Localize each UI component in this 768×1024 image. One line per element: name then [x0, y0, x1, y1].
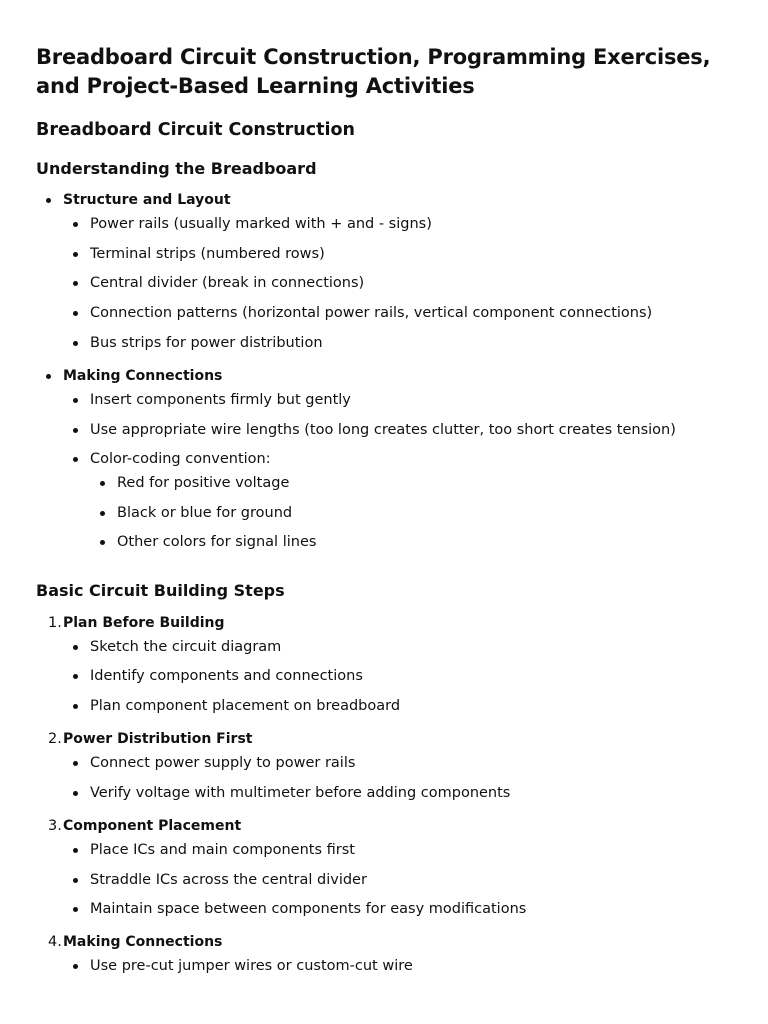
- list-bullet: [73, 222, 78, 227]
- list-bullet: [73, 907, 78, 912]
- list-bullet: [73, 878, 78, 883]
- list-item: Connection patterns (horizontal power rails, vertical component connections): [90, 305, 653, 321]
- subheading-understanding-breadboard: Understanding the Breadboard: [36, 159, 317, 178]
- step-label-connections: Making Connections: [63, 934, 223, 950]
- step-number: 3.: [48, 818, 62, 834]
- list-item-making-connections: Making Connections: [63, 368, 223, 384]
- list-bullet: [73, 428, 78, 433]
- list-bullet: [100, 481, 105, 486]
- list-bullet: [73, 281, 78, 286]
- list-item: Use appropriate wire lengths (too long creates clutter, too short creates tension): [90, 422, 676, 438]
- list-item-structure-layout: Structure and Layout: [63, 192, 231, 208]
- page-title: Breadboard Circuit Construction, Programming Exercises, and Project-Based Learning Activities: [36, 45, 711, 98]
- list-bullet: [73, 252, 78, 257]
- list-item: Plan component placement on breadboard: [90, 698, 401, 714]
- list-item: Sketch the circuit diagram: [90, 639, 282, 655]
- step-number: 2.: [48, 731, 62, 747]
- list-bullet: [73, 791, 78, 796]
- list-item: Identify components and connections: [90, 668, 363, 684]
- list-bullet: [46, 198, 51, 203]
- list-bullet: [73, 964, 78, 969]
- nested-list-item: Black or blue for ground: [117, 505, 293, 521]
- list-item: Power rails (usually marked with + and - signs): [90, 216, 432, 232]
- list-bullet: [73, 704, 78, 709]
- list-item: Use pre-cut jumper wires or custom-cut wire: [90, 958, 413, 974]
- step-label-placement: Component Placement: [63, 818, 242, 834]
- step-number: 1.: [48, 615, 62, 631]
- list-bullet: [73, 674, 78, 679]
- list-bullet: [100, 511, 105, 516]
- list-bullet: [46, 374, 51, 379]
- list-bullet: [73, 457, 78, 462]
- list-item: Verify voltage with multimeter before adding components: [90, 785, 511, 801]
- step-number: 4.: [48, 934, 62, 950]
- nested-list-item: Other colors for signal lines: [117, 534, 317, 550]
- list-item: Bus strips for power distribution: [90, 335, 323, 351]
- list-item: Terminal strips (numbered rows): [90, 246, 325, 262]
- list-item: Place ICs and main components first: [90, 842, 355, 858]
- list-bullet: [73, 761, 78, 766]
- subheading-basic-circuit-steps: Basic Circuit Building Steps: [36, 581, 285, 600]
- list-item: Connect power supply to power rails: [90, 755, 356, 771]
- list-bullet: [73, 398, 78, 403]
- list-bullet: [73, 341, 78, 346]
- list-item: Insert components firmly but gently: [90, 392, 351, 408]
- step-label-power: Power Distribution First: [63, 731, 253, 747]
- step-label-plan: Plan Before Building: [63, 615, 225, 631]
- section-heading-breadboard-construction: Breadboard Circuit Construction: [36, 120, 355, 140]
- nested-list-item: Red for positive voltage: [117, 475, 290, 491]
- list-bullet: [73, 311, 78, 316]
- list-item: Central divider (break in connections): [90, 275, 365, 291]
- list-bullet: [100, 540, 105, 545]
- list-bullet: [73, 848, 78, 853]
- list-item: Straddle ICs across the central divider: [90, 872, 367, 888]
- list-item: Color-coding convention:: [90, 451, 271, 467]
- list-bullet: [73, 645, 78, 650]
- list-item: Maintain space between components for easy modifications: [90, 901, 527, 917]
